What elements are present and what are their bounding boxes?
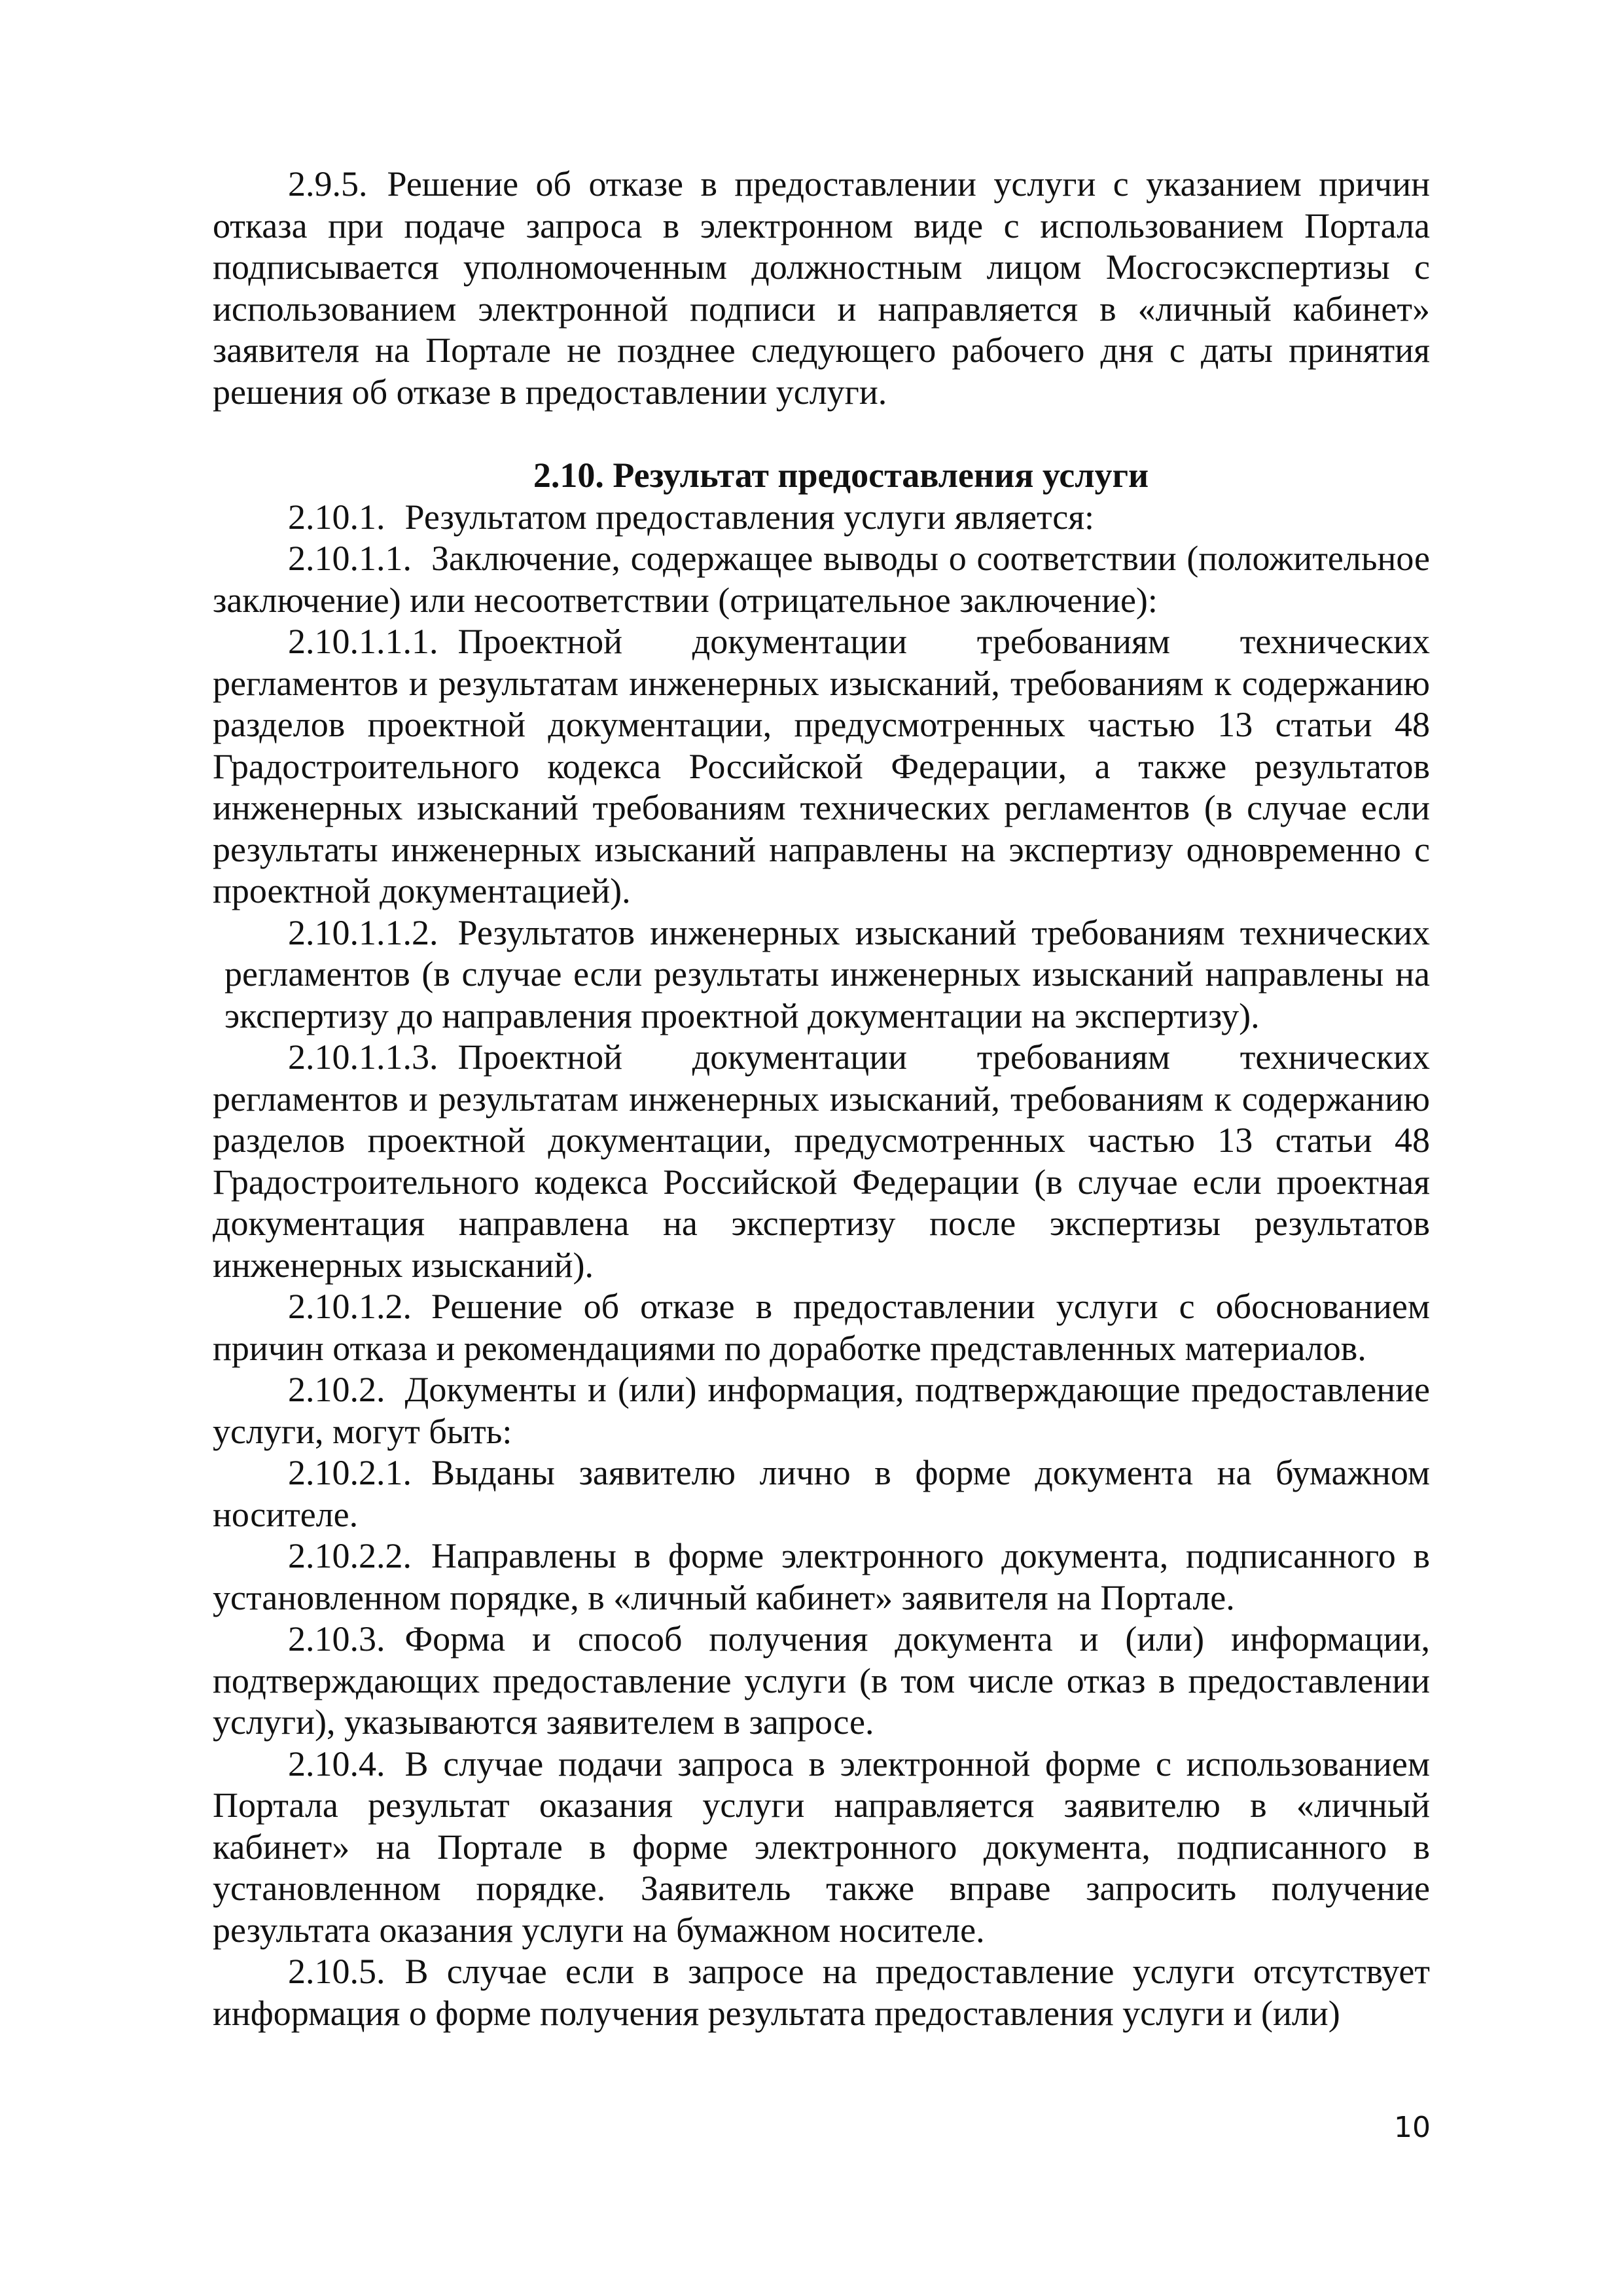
paragraph-2-10-1 [213,497,1430,539]
clause-number: 2.10.2.1. [288,1453,412,1492]
paragraph-2-10-1-1-3 [213,1037,1430,1286]
clause-number: 2.10.1.1. [288,539,412,578]
paragraph-2-10-1-1 [213,538,1430,621]
clause-number: 2.10.1. [288,497,385,537]
clause-text: Решение об отказе в предоставлении услуги с указанием причин отказа при подаче запроса в электронном виде с использованием Портала подписывается уполномоченным должностным лицом Мосгосэкспертизы с использованием электронной подписи и направляется в «личный кабинет» заявителя на Портале не позднее следующего рабочего дня с даты принятия решения об отказе в предоставлении услуги. [213,164,1430,412]
paragraph-2-10-5 [213,1951,1430,2034]
clause-text: Форма и способ получения документа и (или) информации, подтверждающих предоставление услуги (в том числе отказ в предоставлении услуги), указываются заявителем в запросе. [213,1619,1430,1742]
clause-text: Результатом предоставления услуги является: [404,497,1095,537]
clause-number: 2.10.5. [288,1952,385,1991]
clause-number: 2.10.4. [288,1744,385,1784]
clause-text: Проектной документации требованиям технических регламентов и результатам инженерных изысканий, требованиям к содержанию разделов проектной документации, предусмотренных частью 13 статьи 48 Градостроительного кодекса Российской Федерации, а также результатов инженерных изысканий требованиям технических регламентов (в случае если результаты инженерных изысканий направлены на экспертизу одновременно с проектной документацией). [213,622,1430,910]
clause-text: Документы и (или) информация, подтверждающие предоставление услуги, могут быть: [213,1370,1430,1451]
clause-number: 2.10.2.2. [288,1536,412,1575]
clause-text: Выданы заявителю лично в форме документа на бумажном носителе. [213,1453,1430,1534]
clause-number: 2.9.5. [288,164,368,204]
clause-text: Решение об отказе в предоставлении услуги с обоснованием причин отказа и рекомендациями по доработке представленных материалов. [213,1287,1430,1368]
paragraph-2-10-1-2 [213,1286,1430,1369]
section-heading: 2.10. Результат предоставления услуги [533,456,1149,495]
clause-number: 2.10.2. [288,1370,385,1409]
clause-text: В случае если в запросе на предоставление услуги отсутствует информация о форме получения результата предоставления услуги и (или) [213,1952,1430,2033]
paragraph-2-10-2-1 [213,1452,1430,1535]
clause-number: 2.10.1.1.2. [288,912,438,952]
clause-text: Направлены в форме электронного документа, подписанного в установленном порядке, в «личный кабинет» заявителя на Портале. [213,1536,1430,1617]
paragraph-2-10-4 [213,1744,1430,1952]
paragraph-2-10-1-1-1 [213,621,1430,912]
paragraph-2-10-2-2 [213,1535,1430,1619]
paragraph-2-10-2 [213,1369,1430,1452]
paragraph-2-9-5 [213,164,1430,413]
clause-text: Проектной документации требованиям технических регламентов и результатам инженерных изысканий, требованиям к содержанию разделов проектной документации, предусмотренных частью 13 статьи 48 Градостроительного кодекса Российской Федерации (в случае если проектная документация направлена на экспертизу после экспертизы результатов инженерных изысканий). [213,1037,1430,1285]
document-body [213,164,1430,2034]
clause-text: В случае подачи запроса в электронной форме с использованием Портала результат оказания услуги направляется заявителю в «личный кабинет» на Портале в форме электронного документа, подписанного в установленном порядке. Заявитель также вправе запросить получение результата оказания услуги на бумажном носителе. [213,1744,1430,1950]
page-number: 10 [1394,2111,1431,2144]
clause-text: Результатов инженерных изысканий требованиям технических регламентов (в случае если результаты инженерных изысканий направлены на экспертизу до направления проектной документации на экспертизу). [224,912,1430,1035]
paragraph-2-10-3 [213,1619,1430,1744]
clause-number: 2.10.3. [288,1619,385,1659]
clause-number: 2.10.1.1.1. [288,622,438,661]
clause-number: 2.10.1.1.3. [288,1037,438,1077]
paragraph-2-10-1-1-2 [213,912,1430,1037]
clause-text: Заключение, содержащее выводы о соответствии (положительное заключение) или несоответствии (отрицательное заключение): [213,539,1430,620]
clause-number: 2.10.1.2. [288,1287,412,1326]
